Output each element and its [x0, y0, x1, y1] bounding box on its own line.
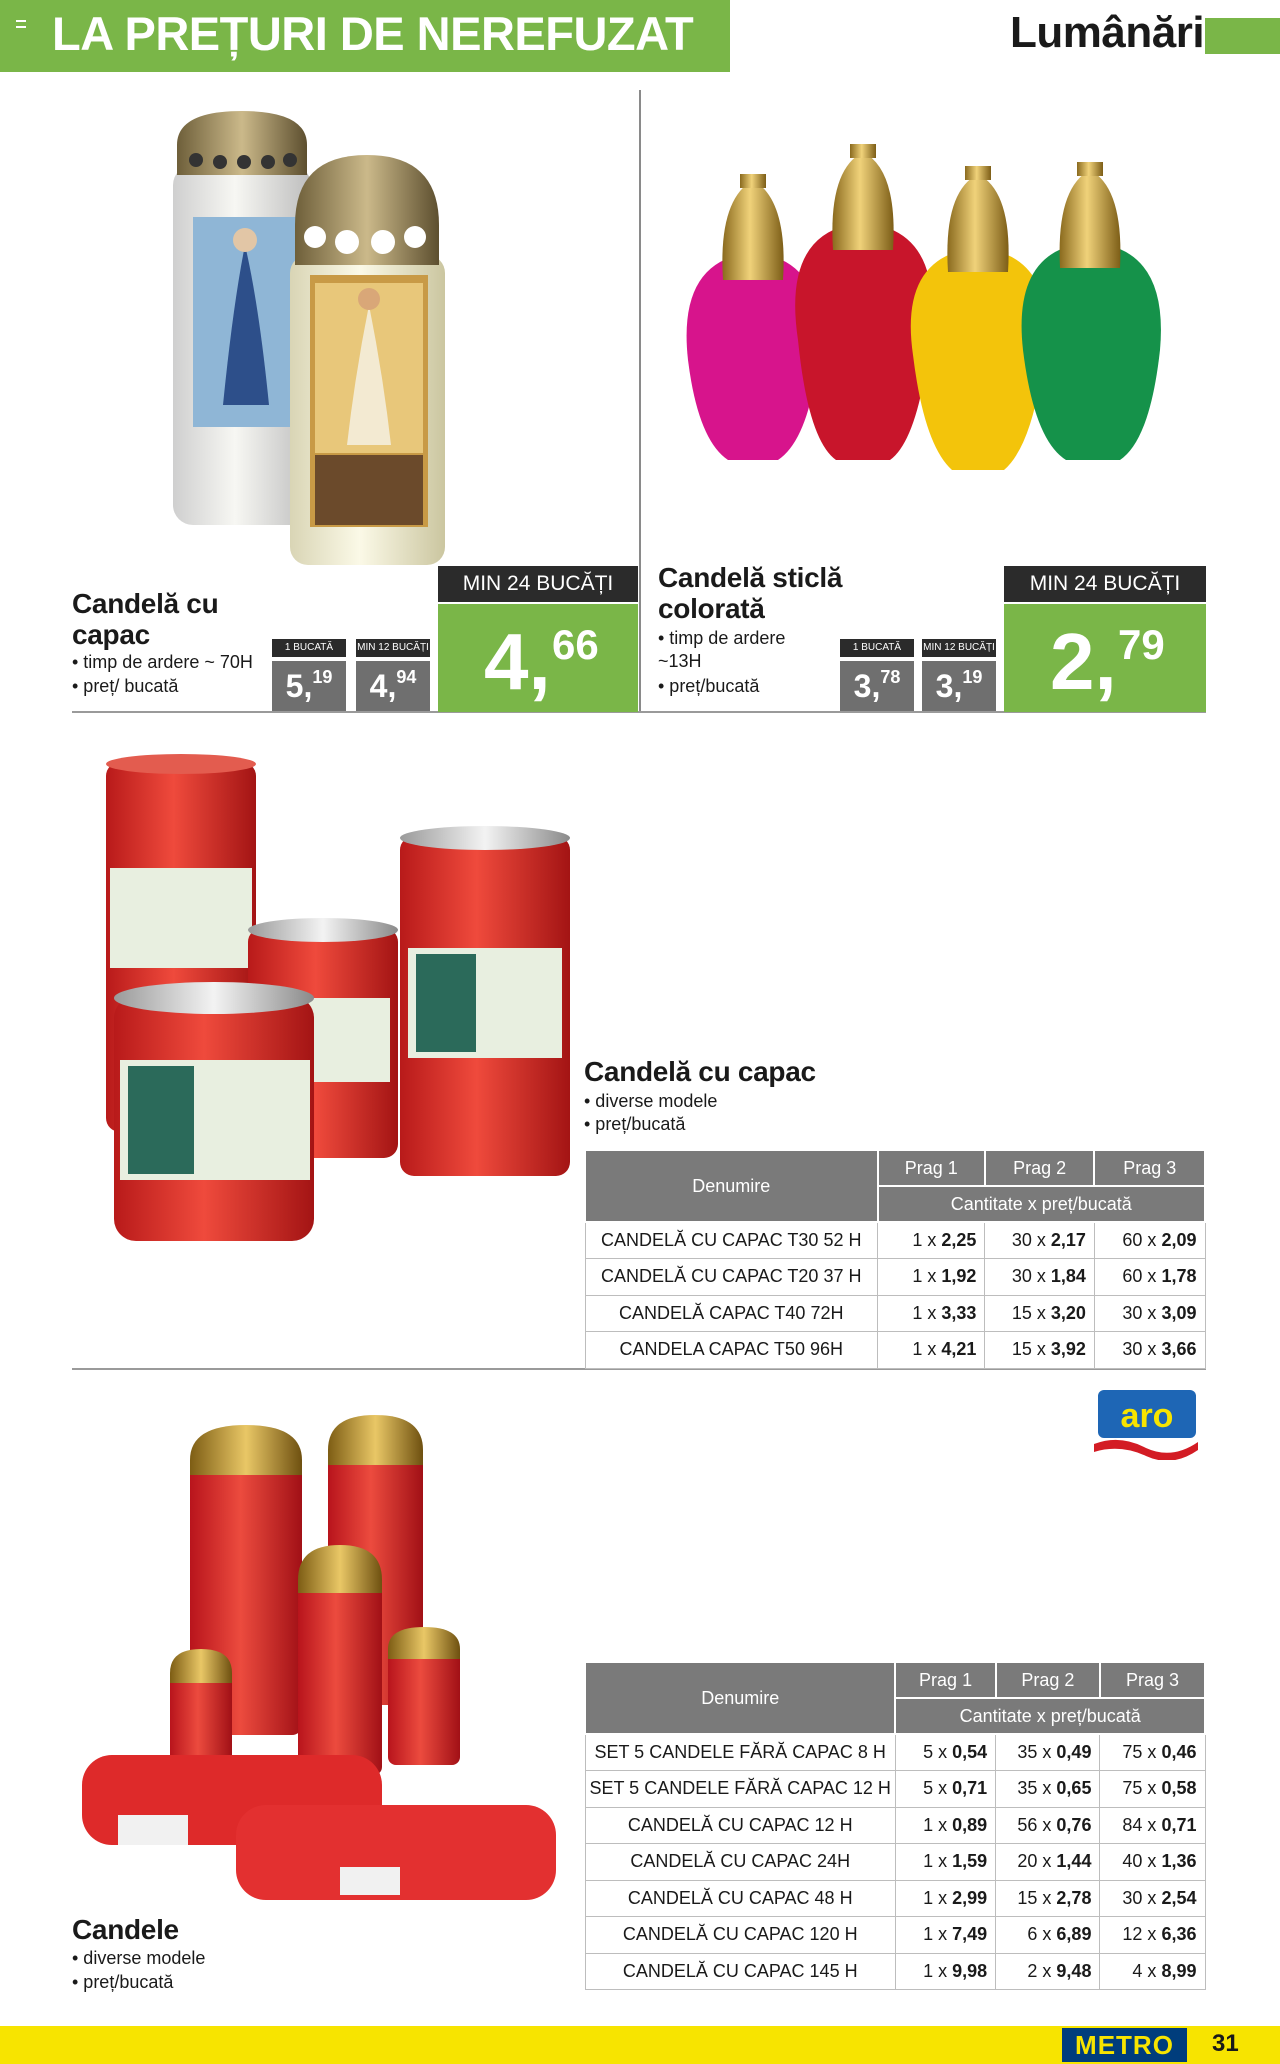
prag-2-cell	[996, 1771, 1100, 1808]
unit-price: 0,46	[1161, 1742, 1197, 1762]
prag-2-cell	[996, 1880, 1100, 1917]
product-name-cell: CANDELĂ CU CAPAC 145 H	[585, 1953, 895, 1990]
prag-3-cell	[1100, 1734, 1205, 1771]
unit-price: 6,36	[1161, 1924, 1197, 1945]
price-1-piece: 5,19	[272, 661, 346, 711]
quantity: 15 x	[1011, 1339, 1046, 1360]
prag-1-cell	[878, 1222, 985, 1259]
quantity: 84 x	[1122, 1814, 1157, 1835]
column-subheader: Cantitate x preț/bucată	[878, 1186, 1205, 1222]
table-row	[585, 1880, 1205, 1917]
quantity: 1 x	[923, 1960, 948, 1981]
product-bullet: • timp de ardere ~ 70H	[72, 652, 253, 672]
table-row	[585, 1844, 1205, 1881]
unit-price: 0,58	[1161, 1778, 1197, 1799]
unit-price: 4,21	[941, 1339, 977, 1360]
big-price-24-pieces: 4, 66	[438, 604, 638, 712]
product-name-cell: SET 5 CANDELE FĂRĂ CAPAC 12 H	[585, 1771, 895, 1808]
table-row	[585, 1807, 1205, 1844]
price-label-12-pieces: MIN 12 BUCĂȚI	[922, 639, 996, 657]
quantity: 12 x	[1122, 1924, 1157, 1945]
price-tier-table	[584, 1661, 1206, 1990]
unit-price: 2,54	[1161, 1887, 1197, 1908]
quantity: 15 x	[1017, 1887, 1052, 1908]
table-row	[585, 1917, 1205, 1954]
prag-3-cell	[1100, 1917, 1205, 1954]
quantity: 2 x	[1027, 1960, 1052, 1981]
prag-1-cell	[895, 1807, 995, 1844]
quantity: 56 x	[1017, 1814, 1052, 1835]
prag-2-cell	[996, 1917, 1100, 1954]
prag-2-cell	[996, 1734, 1100, 1771]
category-title: Lumânări	[1010, 8, 1205, 57]
product-title: Candelă cu capac	[72, 588, 219, 650]
unit-price: 3,92	[1050, 1339, 1086, 1360]
prag-3-cell	[1094, 1332, 1205, 1369]
table-row	[585, 1222, 1205, 1259]
column-subheader: Cantitate x preț/bucată	[895, 1698, 1205, 1734]
prag-2-cell	[985, 1332, 1095, 1369]
quantity: 1 x	[923, 1887, 948, 1908]
unit-price: 0,49	[1056, 1742, 1092, 1762]
glass-candles-image	[668, 140, 1188, 510]
table-row	[585, 1771, 1205, 1808]
quantity: 75 x	[1122, 1778, 1157, 1799]
quantity: 35 x	[1017, 1742, 1052, 1762]
prag-3-cell	[1100, 1844, 1205, 1881]
column-header-prag-3: Prag 3	[1094, 1150, 1205, 1186]
prag-1-cell	[895, 1771, 995, 1808]
page-number: 31	[1212, 2030, 1239, 2057]
prag-1-cell	[895, 1917, 995, 1954]
unit-price: 1,78	[1161, 1266, 1197, 1287]
table-row	[585, 1953, 1205, 1990]
metro-logo: METRO	[1062, 2028, 1187, 2062]
quantity: 4 x	[1132, 1960, 1157, 1981]
prag-3-cell	[1094, 1259, 1205, 1296]
quantity: 1 x	[923, 1924, 948, 1945]
quantity: 1 x	[912, 1266, 937, 1287]
product-bullet: • timp de ardere ~13H	[658, 628, 786, 671]
unit-price: 2,78	[1056, 1887, 1092, 1908]
quantity: 60 x	[1122, 1266, 1157, 1287]
unit-price: 9,98	[952, 1960, 988, 1981]
big-price-24-pieces: 2, 79	[1004, 604, 1206, 712]
quantity: 30 x	[1122, 1339, 1157, 1360]
table-row	[585, 1734, 1205, 1771]
table-row	[585, 1332, 1205, 1369]
product-name-cell: SET 5 CANDELE FĂRĂ CAPAC 8 H	[585, 1734, 895, 1771]
unit-price: 9,48	[1056, 1960, 1092, 1981]
assorted-candles-image	[78, 1405, 578, 1915]
prag-2-cell	[996, 1953, 1100, 1990]
table-row	[585, 1259, 1205, 1296]
prag-3-cell	[1100, 1880, 1205, 1917]
quantity: 30 x	[1011, 1266, 1046, 1287]
unit-price: 2,09	[1161, 1230, 1197, 1250]
price-label-24-pieces: MIN 24 BUCĂȚI	[438, 566, 638, 602]
quantity: 30 x	[1122, 1887, 1157, 1908]
column-divider	[639, 90, 641, 712]
quantity: 20 x	[1017, 1851, 1052, 1872]
prag-2-cell	[985, 1222, 1095, 1259]
green-glass-candle	[1022, 162, 1161, 460]
price-label-12-pieces: MIN 12 BUCĂȚI	[356, 639, 430, 657]
prag-1-cell	[895, 1734, 995, 1771]
product-name-cell: CANDELĂ CU CAPAC 12 H	[585, 1807, 895, 1844]
column-header-prag-2: Prag 2	[985, 1150, 1095, 1186]
unit-price: 3,66	[1161, 1339, 1197, 1360]
product-title: Candelă sticlă colorată	[658, 562, 843, 624]
price-12-pieces: 4,94	[356, 661, 430, 711]
quantity: 6 x	[1027, 1924, 1052, 1945]
product-bullet: • preț/bucată	[584, 1114, 686, 1134]
quantity: 35 x	[1017, 1778, 1052, 1799]
unit-price: 1,84	[1050, 1266, 1086, 1287]
unit-price: 2,99	[952, 1887, 988, 1908]
prag-1-cell	[878, 1259, 985, 1296]
unit-price: 1,44	[1056, 1851, 1092, 1872]
unit-price: 1,59	[952, 1851, 988, 1872]
column-header-prag-2: Prag 2	[996, 1662, 1100, 1698]
unit-price: 8,99	[1161, 1960, 1197, 1981]
candle-icon-image	[165, 105, 465, 575]
unit-price: 0,89	[952, 1814, 988, 1835]
product-name-cell: CANDELĂ CU CAPAC 120 H	[585, 1917, 895, 1954]
prag-1-cell	[895, 1880, 995, 1917]
prag-1-cell	[878, 1332, 985, 1369]
header-banner	[0, 0, 730, 72]
unit-price: 0,76	[1056, 1814, 1092, 1835]
quantity: 40 x	[1122, 1851, 1157, 1872]
quantity: 1 x	[923, 1851, 948, 1872]
quantity: 1 x	[912, 1230, 937, 1250]
prag-2-cell	[996, 1807, 1100, 1844]
quantity: 30 x	[1122, 1302, 1157, 1323]
quantity: 5 x	[923, 1742, 948, 1762]
column-header-denumire: Denumire	[585, 1662, 895, 1734]
unit-price: 0,71	[1161, 1814, 1197, 1835]
prag-2-cell	[996, 1844, 1100, 1881]
column-header-prag-3: Prag 3	[1100, 1662, 1205, 1698]
prag-3-cell	[1100, 1771, 1205, 1808]
menu-icon	[16, 20, 26, 28]
quantity: 1 x	[923, 1814, 948, 1835]
product-name-cell: CANDELĂ CU CAPAC T30 52 H	[585, 1222, 878, 1259]
quantity: 30 x	[1011, 1230, 1046, 1250]
column-header-denumire: Denumire	[585, 1150, 878, 1222]
quantity: 60 x	[1122, 1230, 1157, 1250]
prag-2-cell	[985, 1259, 1095, 1296]
unit-price: 0,65	[1056, 1778, 1092, 1799]
product-name-cell: CANDELĂ CAPAC T40 72H	[585, 1295, 878, 1332]
prag-1-cell	[895, 1953, 995, 1990]
product-name-cell: CANDELĂ CU CAPAC 24H	[585, 1844, 895, 1881]
prag-3-cell	[1100, 1807, 1205, 1844]
column-header-prag-1: Prag 1	[878, 1150, 985, 1186]
unit-price: 0,71	[952, 1778, 988, 1799]
price-label-1-piece: 1 BUCATĂ	[272, 639, 346, 657]
column-header-prag-1: Prag 1	[895, 1662, 995, 1698]
prag-2-cell	[985, 1295, 1095, 1332]
product-title: Candelă cu capac	[584, 1056, 816, 1087]
aro-logo-text: aro	[1120, 1397, 1174, 1435]
unit-price: 3,33	[941, 1302, 977, 1323]
unit-price: 2,17	[1050, 1230, 1086, 1250]
prag-3-cell	[1094, 1222, 1205, 1259]
price-label-24-pieces: MIN 24 BUCĂȚI	[1004, 566, 1206, 602]
price-1-piece: 3,78	[840, 661, 914, 711]
prag-3-cell	[1094, 1295, 1205, 1332]
aro-logo	[1090, 1388, 1202, 1460]
unit-price: 1,92	[941, 1266, 977, 1287]
quantity: 1 x	[912, 1339, 937, 1360]
prag-1-cell	[895, 1844, 995, 1881]
table-row	[585, 1295, 1205, 1332]
unit-price: 7,49	[952, 1924, 988, 1945]
price-tier-table	[584, 1149, 1206, 1369]
prag-3-cell	[1100, 1953, 1205, 1990]
unit-price: 0,54	[952, 1742, 988, 1762]
red-candles-image	[88, 748, 593, 1268]
red-glass-candle	[795, 144, 932, 460]
unit-price: 1,36	[1161, 1851, 1197, 1872]
price-label-1-piece: 1 BUCATĂ	[840, 639, 914, 657]
quantity: 5 x	[923, 1778, 948, 1799]
price-12-pieces: 3,19	[922, 661, 996, 711]
unit-price: 3,09	[1161, 1302, 1197, 1323]
product-bullet: • preț/bucată	[658, 676, 760, 696]
quantity: 75 x	[1122, 1742, 1157, 1762]
category-accent-bar	[1205, 18, 1280, 54]
product-title: Candele	[72, 1914, 179, 1945]
product-bullet: • diverse modele	[584, 1091, 718, 1111]
quantity: 15 x	[1011, 1302, 1046, 1323]
quantity: 1 x	[912, 1302, 937, 1323]
product-name-cell: CANDELĂ CU CAPAC T20 37 H	[585, 1259, 878, 1296]
unit-price: 2,25	[941, 1230, 977, 1250]
product-bullet: • preț/ bucată	[72, 676, 179, 696]
product-name-cell: CANDELĂ CU CAPAC 48 H	[585, 1880, 895, 1917]
page-title: LA PREȚURI DE NEREFUZAT	[52, 7, 694, 60]
product-bullet: • preț/bucată	[72, 1972, 174, 1992]
product-name-cell: CANDELA CAPAC T50 96H	[585, 1332, 878, 1369]
prag-1-cell	[878, 1295, 985, 1332]
product-bullet: • diverse modele	[72, 1948, 206, 1968]
unit-price: 3,20	[1050, 1302, 1086, 1323]
unit-price: 6,89	[1056, 1924, 1092, 1945]
